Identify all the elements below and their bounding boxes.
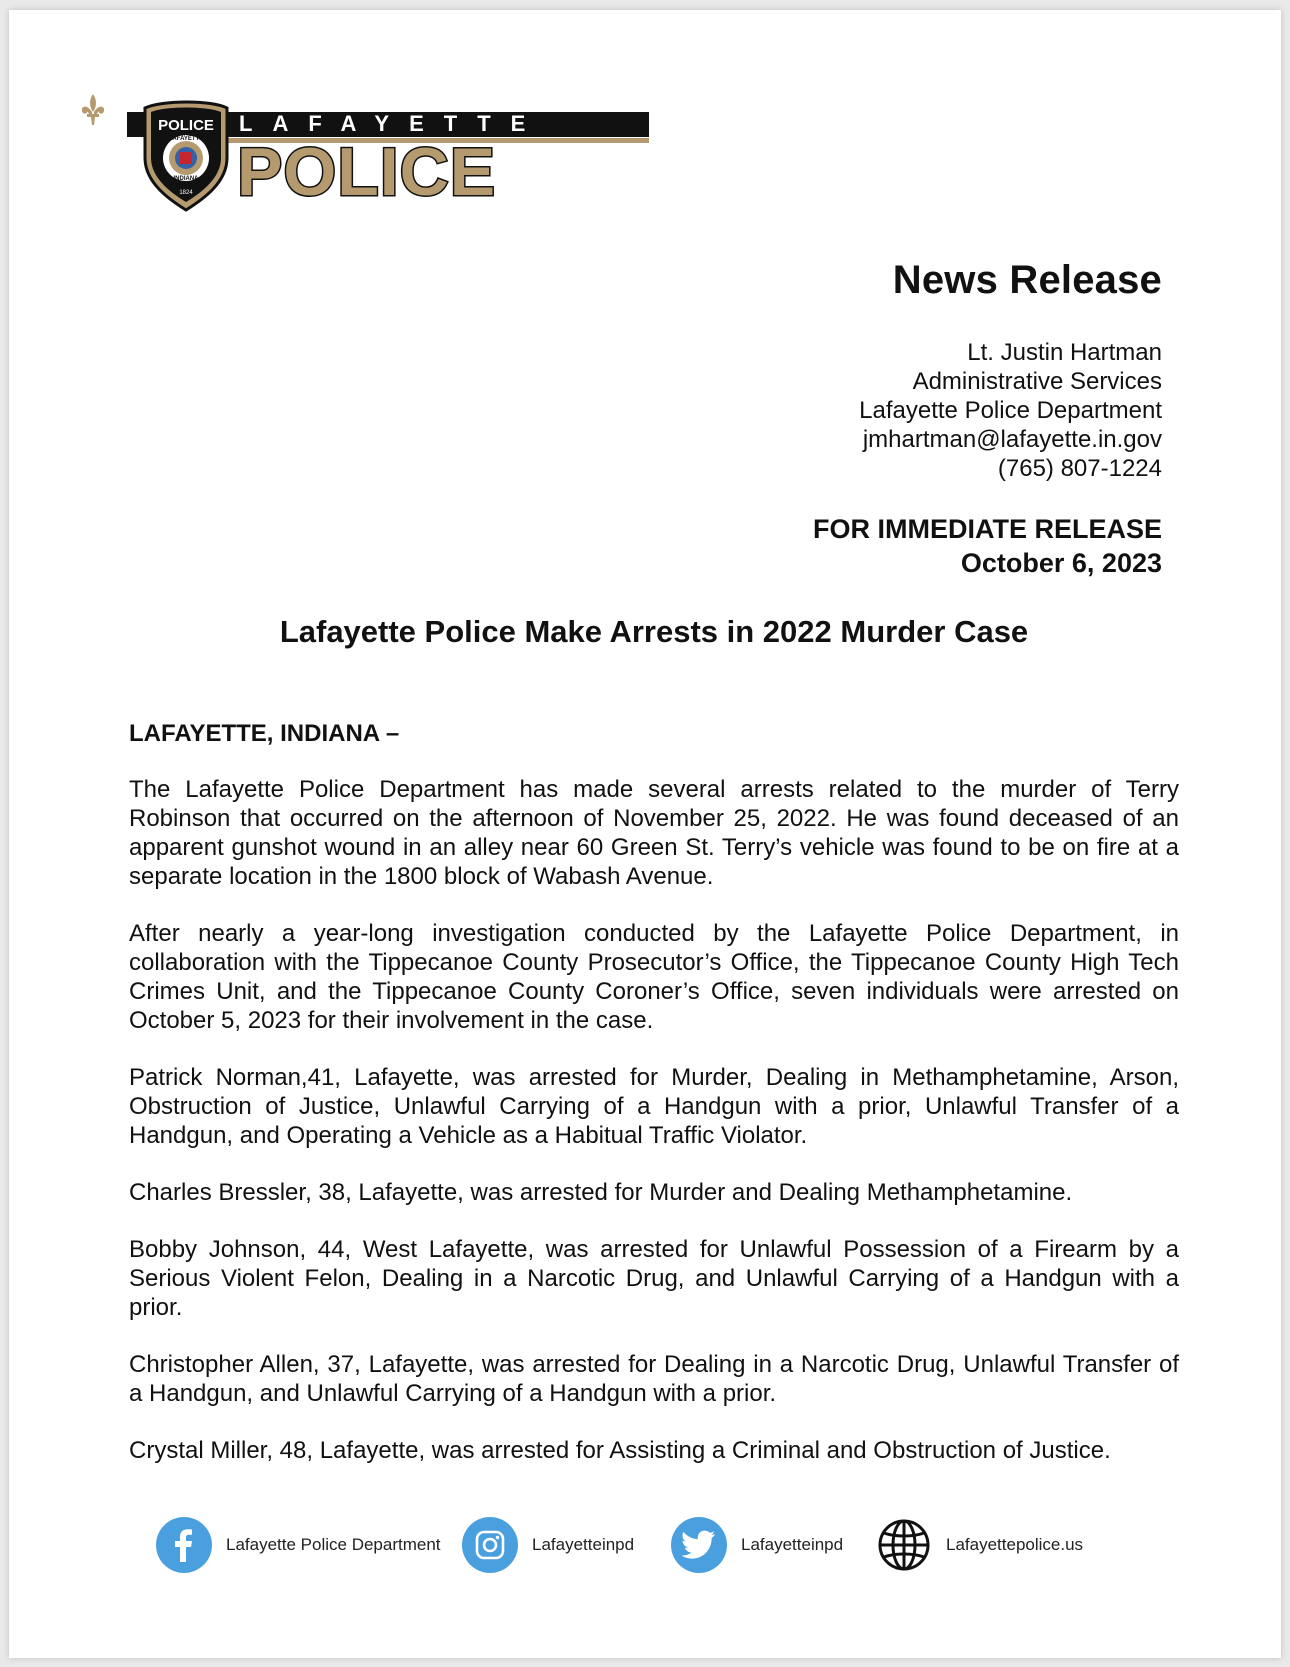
badge-year-text: 1824 [179, 190, 193, 196]
contact-name: Lt. Justin Hartman [967, 339, 1162, 366]
contact-block [859, 338, 1162, 483]
contact-phone: (765) 807-1224 [997, 455, 1162, 482]
paragraph: After nearly a year-long investigation conducted by the Lafayette Police Department, in collaboration with the Tippecanoe County Prosecutor’s Office, the Tippecanoe County High Tech Crimes Unit, and the Tippecanoe County Coroner’s Office, seven individuals were arrested on October 5, 2023 for their involvement in the case. [129, 920, 1179, 1034]
release-status: FOR IMMEDIATE RELEASE [812, 514, 1162, 544]
logo-police-text: POLICE [237, 134, 497, 210]
instagram-icon[interactable] [462, 1517, 518, 1573]
paragraph: The Lafayette Police Department has made several arrests related to the murder of Terry Robinson that occurred on the afternoon of November 25, 2022. He was found deceased of an apparent gunshot wound in an alley near 60 Green St. Terry’s vehicle was found to be on fire at a separate location in the 1800 block of Wabash Avenue. [129, 776, 1179, 890]
paragraph: Crystal Miller, 48, Lafayette, was arrested for Assisting a Criminal and Obstruction of Justice. [129, 1437, 1111, 1464]
paragraph: Charles Bressler, 38, Lafayette, was arrested for Murder and Dealing Methamphetamine. [129, 1179, 1073, 1206]
social-twitter[interactable] [671, 1515, 843, 1575]
release-info [813, 512, 1162, 580]
badge-ring-text: LAFAYETTE [168, 136, 204, 142]
twitter-icon[interactable] [671, 1517, 727, 1573]
contact-division: Administrative Services [912, 368, 1162, 395]
twitter-label[interactable]: Lafayetteinpd [741, 1535, 844, 1554]
contact-email[interactable]: jmhartman@lafayette.in.gov [862, 426, 1162, 453]
dateline: LAFAYETTE, INDIANA – [129, 720, 400, 747]
paragraph: Patrick Norman,41, Lafayette, was arrested for Murder, Dealing in Methamphetamine, Arson, Obstruction of Justice, Unlawful Carrying of a Handgun with a prior, Unlawful Transfer of a Handgun, and Operating a Vehicle as a Habitual Traffic Violator. [129, 1064, 1179, 1149]
instagram-label[interactable]: Lafayetteinpd [532, 1535, 635, 1554]
paragraph: Christopher Allen, 37, Lafayette, was arrested for Dealing in a Narcotic Drug, Unlawful Transfer of a Handgun, and Unlawful Carrying of a Handgun with a prior. [129, 1351, 1179, 1407]
fleur-de-lis-icon [79, 92, 107, 128]
contact-department: Lafayette Police Department [859, 397, 1162, 424]
badge-top-text: POLICE [158, 117, 214, 134]
badge-state-text: INDIANA [173, 176, 199, 182]
release-date: October 6, 2023 [960, 548, 1162, 578]
logo-lafayette-text: LAFAYETTE [239, 111, 546, 136]
facebook-icon[interactable] [156, 1517, 212, 1573]
website-label[interactable]: Lafayettepolice.us [946, 1535, 1084, 1554]
social-instagram[interactable] [462, 1515, 634, 1575]
document-page [9, 10, 1281, 1658]
body-text [129, 775, 1179, 1493]
globe-icon[interactable] [876, 1517, 932, 1573]
police-badge [145, 102, 227, 210]
headline: Lafayette Police Make Arrests in 2022 Murder Case [279, 614, 1029, 649]
social-website[interactable] [876, 1515, 1083, 1575]
lafayette-police-logo [127, 98, 687, 218]
social-facebook[interactable] [156, 1515, 441, 1575]
paragraph: Bobby Johnson, 44, West Lafayette, was arrested for Unlawful Possession of a Firearm by a Serious Violent Felon, Dealing in a Narcotic Drug, and Unlawful Carrying of a Handgun with a prior. [129, 1236, 1179, 1321]
facebook-label[interactable]: Lafayette Police Department [226, 1535, 441, 1554]
news-release-title: News Release [892, 258, 1162, 302]
